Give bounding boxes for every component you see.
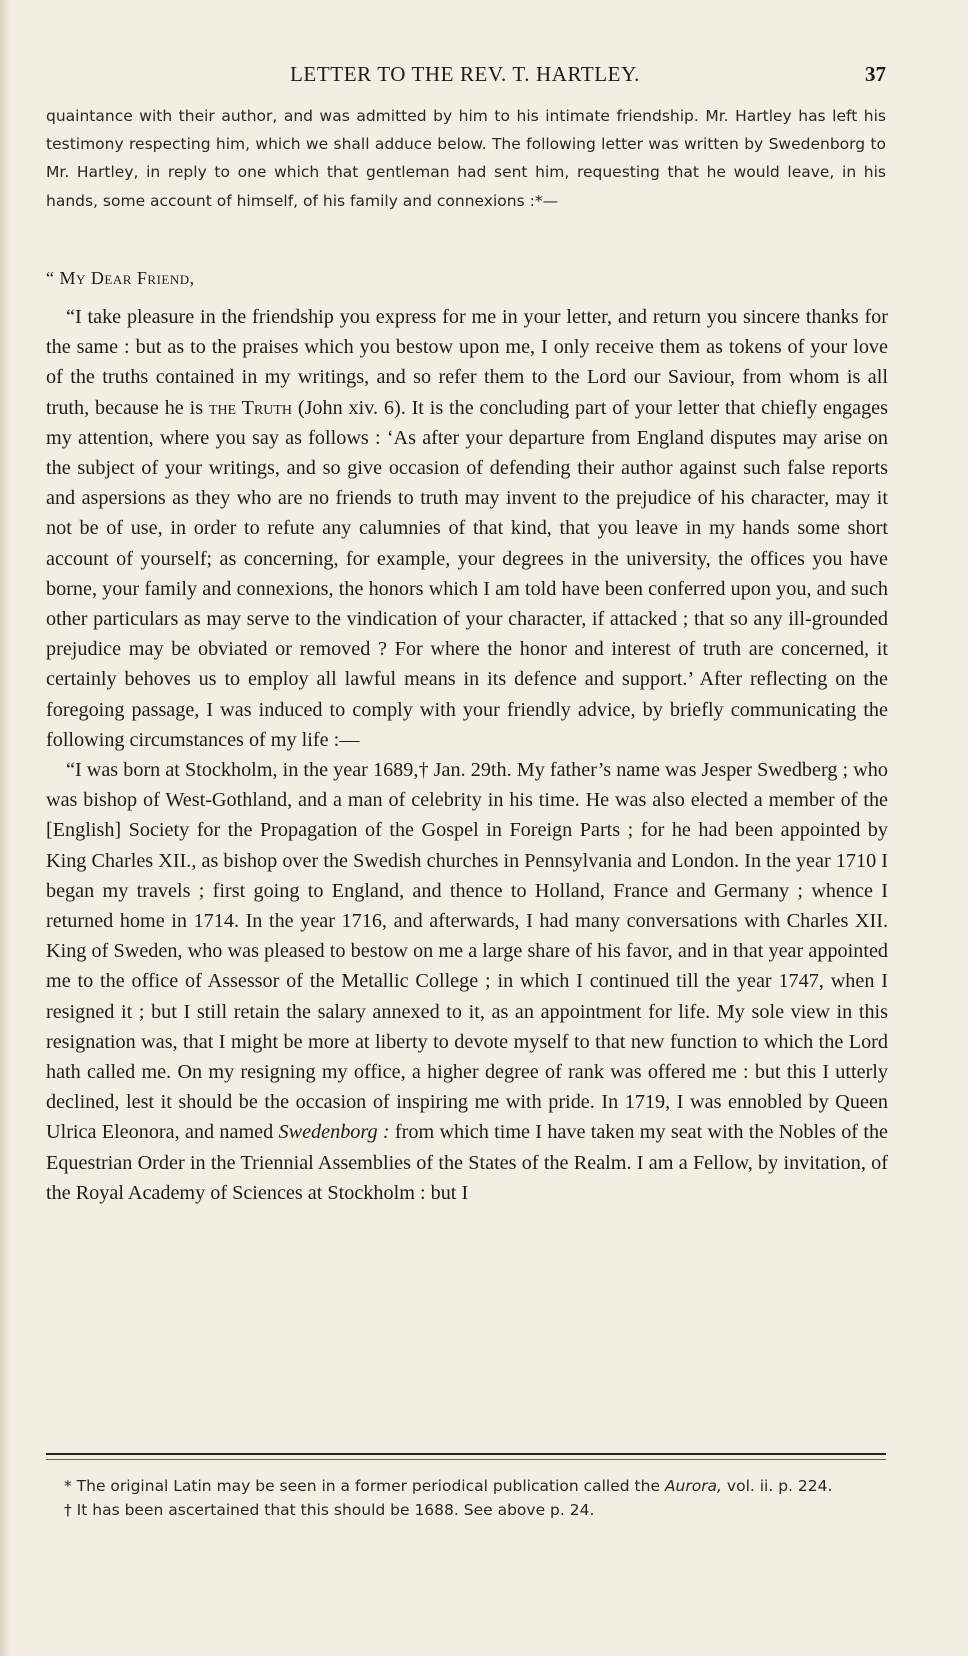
- letter-p2-text-b: from which time I have taken my seat with the Nobles of the Equestrian Order in the Triennial Assemblies of the States of the Realm. I am a Fellow, by invitation, of the Royal Academy of Sciences at Stockholm : but I: [46, 1121, 888, 1204]
- letter-body: [46, 302, 888, 1208]
- footnote-1-text-b: vol. ii. p. 224.: [722, 1477, 833, 1495]
- footnotes: [46, 1476, 886, 1524]
- footnote-1-text-a: * The original Latin may be seen in a former periodical publication called the: [64, 1477, 665, 1495]
- salutation-quote: “: [46, 268, 55, 288]
- letter-paragraph-2: [46, 755, 888, 1208]
- footnote-1: [46, 1476, 886, 1496]
- letter-p1-text-a: “I take pleasure in the friendship you express for me in your letter, and return you sincere thanks for the same : but as to the praises which you bestow upon me, I only receive them as tokens of your love of the truths contained in my writings, and so refer them to the Lord our Saviour, from whom is all truth, because he is: [46, 306, 888, 419]
- running-header: [46, 58, 884, 92]
- letter-p1-small-caps: the Truth: [208, 396, 293, 419]
- letter-paragraph-1: [46, 302, 888, 755]
- page-edge-shadow: [0, 0, 10, 1656]
- salutation-text: My Dear Friend,: [59, 268, 195, 288]
- letter-salutation: [46, 268, 195, 289]
- footnote-2: † It has been ascertained that this should be 1688. See above p. 24.: [64, 1501, 595, 1519]
- letter-p2-italic: Swedenborg :: [278, 1121, 390, 1144]
- page-number: 37: [865, 62, 886, 86]
- footnote-rule-thin: [46, 1459, 886, 1460]
- footnote-1-italic: Aurora,: [664, 1477, 722, 1495]
- intro-paragraph: quaintance with their author, and was admitted by him to his intimate friendship. Mr. Hartley has left his testimony respecting him, which we shall adduce below. The following letter was written by Swedenborg to Mr. Hartley, in reply to one which that gentleman had sent him, requesting that he would leave, in his hands, some account of himself, of his family and connexions :*—: [46, 107, 886, 210]
- footnote-rule: [46, 1453, 886, 1455]
- letter-p2-text-a: “I was born at Stockholm, in the year 1689,† Jan. 29th. My father’s name was Jesper Swedberg ; who was bishop of West-Gothland, and a man of celebrity in his time. He was also elected a member of the [English] Society for the Propagation of the Gospel in Foreign Parts ; for he had been appointed by King Charles XII., as bishop over the Swedish churches in Pennsylvania and London. In the year 1710 I began my travels ; first going to England, and thence to Holland, France and Germany ; whence I returned home in 1714. In the year 1716, and afterwards, I had many conversations with Charles XII. King of Sweden, who was pleased to bestow on me a large share of his favor, and in that year appointed me to the office of Assessor of the Metallic College ; in which I continued till the year 1747, when I resigned it ; but I still retain the salary annexed to it, as an appointment for life. My sole view in this resignation was, that I might be more at liberty to devote myself to that new function to which the Lord hath called me. On my resigning my office, a higher degree of rank was offered me : but this I utterly declined, lest it should be the occasion of inspiring me with pride. In 1719, I was ennobled by Queen Ulrica Eleonora, and named: [46, 759, 888, 1144]
- header-title: LETTER TO THE REV. T. HARTLEY.: [289, 62, 641, 86]
- letter-p1-text-b: (John xiv. 6). It is the concluding part of your letter that chiefly engages my attention, where you say as follows : ‘As after your departure from England disputes may arise on the subject of your writings, and so give occasion of defending their author against such false reports and aspersions as they who are no friends to truth may invent to the prejudice of his character, may it not be of use, in order to refute any calumnies of that kind, that you leave in my hands some short account of yourself; as concerning, for example, your degrees in the university, the offices you have borne, your family and connexions, the honors which I am told have been conferred upon you, and such other particulars as may serve to the vindication of your character, if attacked ; that so any ill-grounded prejudice may be obviated or removed ? For where the honor and interest of truth are concerned, it certainly behoves us to employ all lawful means in its defence and support.’ After reflecting on the foregoing passage, I was induced to comply with your friendly advice, by briefly communicating the following circumstances of my life :—: [46, 396, 889, 751]
